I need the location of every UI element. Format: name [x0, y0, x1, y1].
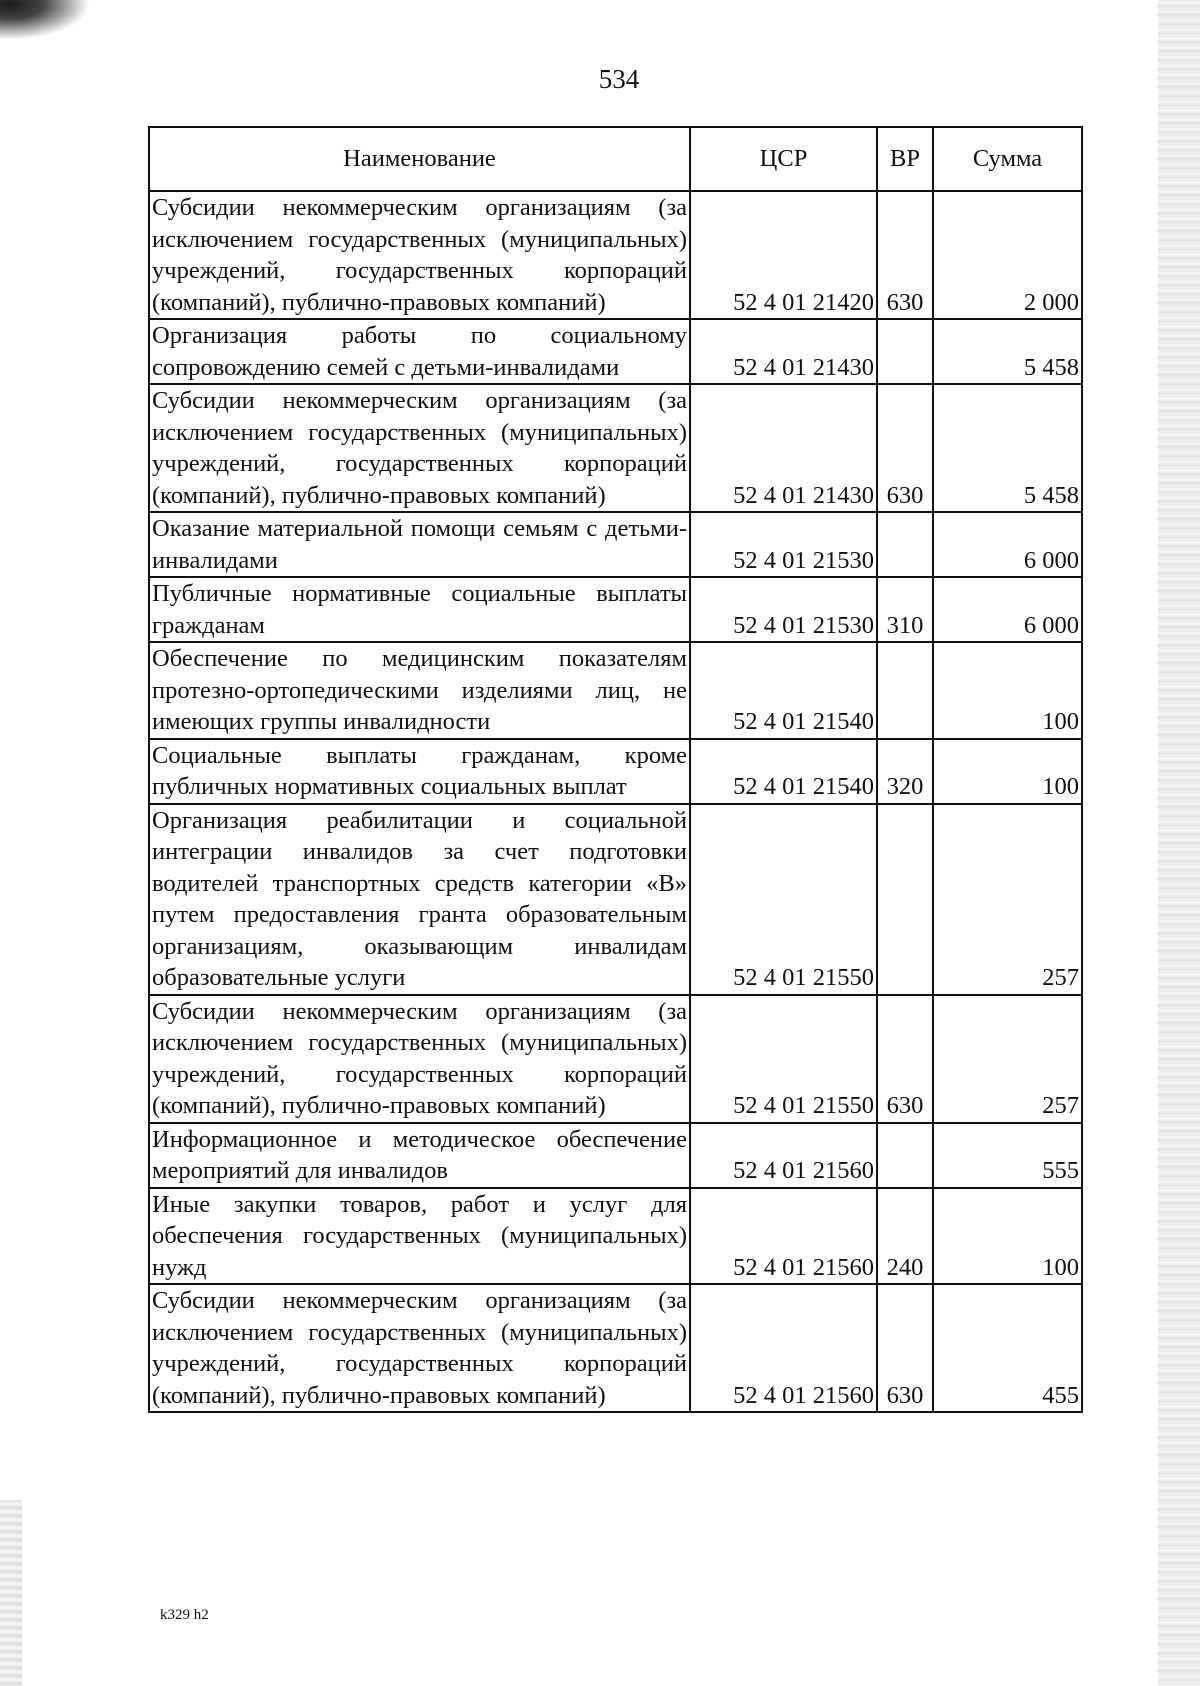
row-csr: 52 4 01 21530	[690, 512, 877, 577]
column-header-csr: ЦСР	[690, 127, 877, 191]
row-vr	[877, 319, 933, 384]
row-csr: 52 4 01 21560	[690, 1123, 877, 1188]
row-name: Субсидии некоммерческим организациям (за исключением государственных (муниципальных) учреждений, государственных корпораций (компаний), публично-правовых компаний)	[149, 191, 690, 319]
row-name: Информационное и методическое обеспечение мероприятий для инвалидов	[149, 1123, 690, 1188]
table-row	[149, 191, 1082, 319]
row-sum: 555	[933, 1123, 1082, 1188]
row-sum: 455	[933, 1284, 1082, 1412]
row-vr: 240	[877, 1188, 933, 1285]
table-body	[149, 191, 1082, 1412]
row-name: Публичные нормативные социальные выплаты гражданам	[149, 577, 690, 642]
table-header	[149, 127, 1082, 191]
row-csr: 52 4 01 21420	[690, 191, 877, 319]
row-csr: 52 4 01 21560	[690, 1188, 877, 1285]
table-row	[149, 512, 1082, 577]
scan-shadow-bottom-left	[0, 1500, 22, 1686]
header-row	[149, 127, 1082, 191]
row-vr: 630	[877, 995, 933, 1123]
row-vr	[877, 642, 933, 739]
row-name: Иные закупки товаров, работ и услуг для обеспечения государственных (муниципальных) нужд	[149, 1188, 690, 1285]
scan-shadow-right-edge	[1158, 0, 1200, 1686]
column-header-vr: ВР	[877, 127, 933, 191]
row-csr: 52 4 01 21560	[690, 1284, 877, 1412]
row-sum: 6 000	[933, 577, 1082, 642]
row-name: Субсидии некоммерческим организациям (за исключением государственных (муниципальных) учреждений, государственных корпораций (компаний), публично-правовых компаний)	[149, 995, 690, 1123]
row-sum: 2 000	[933, 191, 1082, 319]
table-row	[149, 319, 1082, 384]
row-sum: 257	[933, 995, 1082, 1123]
row-vr: 630	[877, 191, 933, 319]
table-row	[149, 384, 1082, 512]
row-csr: 52 4 01 21530	[690, 577, 877, 642]
row-csr: 52 4 01 21430	[690, 319, 877, 384]
row-sum: 257	[933, 804, 1082, 995]
table-row	[149, 739, 1082, 804]
row-csr: 52 4 01 21550	[690, 804, 877, 995]
row-vr: 630	[877, 384, 933, 512]
table-row	[149, 1188, 1082, 1285]
table-row	[149, 1284, 1082, 1412]
budget-table	[148, 126, 1083, 1413]
page-number: 534	[598, 64, 640, 94]
row-vr: 320	[877, 739, 933, 804]
row-csr: 52 4 01 21430	[690, 384, 877, 512]
row-sum: 5 458	[933, 384, 1082, 512]
row-csr: 52 4 01 21540	[690, 739, 877, 804]
table-row	[149, 1123, 1082, 1188]
row-sum: 5 458	[933, 319, 1082, 384]
column-header-sum: Сумма	[933, 127, 1082, 191]
row-name: Социальные выплаты гражданам, кроме публичных нормативных социальных выплат	[149, 739, 690, 804]
row-csr: 52 4 01 21540	[690, 642, 877, 739]
row-sum: 6 000	[933, 512, 1082, 577]
row-name: Субсидии некоммерческим организациям (за исключением государственных (муниципальных) учреждений, государственных корпораций (компаний), публично-правовых компаний)	[149, 1284, 690, 1412]
row-csr: 52 4 01 21550	[690, 995, 877, 1123]
row-vr: 310	[877, 577, 933, 642]
row-name: Организация работы по социальному сопровождению семей с детьми-инвалидами	[149, 319, 690, 384]
row-name: Обеспечение по медицинским показателям протезно-ортопедическими изделиями лиц, не имеющих группы инвалидности	[149, 642, 690, 739]
row-name: Оказание материальной помощи семьям с детьми-инвалидами	[149, 512, 690, 577]
row-name: Субсидии некоммерческим организациям (за исключением государственных (муниципальных) учреждений, государственных корпораций (компаний), публично-правовых компаний)	[149, 384, 690, 512]
footer-document-code: k329 h2	[160, 1607, 209, 1623]
table-row	[149, 577, 1082, 642]
scan-shadow-top-left	[0, 0, 90, 40]
row-vr	[877, 512, 933, 577]
row-sum: 100	[933, 642, 1082, 739]
row-vr	[877, 804, 933, 995]
table-row	[149, 804, 1082, 995]
row-name: Организация реабилитации и социальной интеграции инвалидов за счет подготовки водителей транспортных средств категории «В» путем предоставления гранта образовательным организациям, оказывающим инвалидам образовательные услуги	[149, 804, 690, 995]
column-header-name: Наименование	[149, 127, 690, 191]
row-sum: 100	[933, 1188, 1082, 1285]
row-vr	[877, 1123, 933, 1188]
row-sum: 100	[933, 739, 1082, 804]
row-vr: 630	[877, 1284, 933, 1412]
table-row	[149, 995, 1082, 1123]
table-row	[149, 642, 1082, 739]
